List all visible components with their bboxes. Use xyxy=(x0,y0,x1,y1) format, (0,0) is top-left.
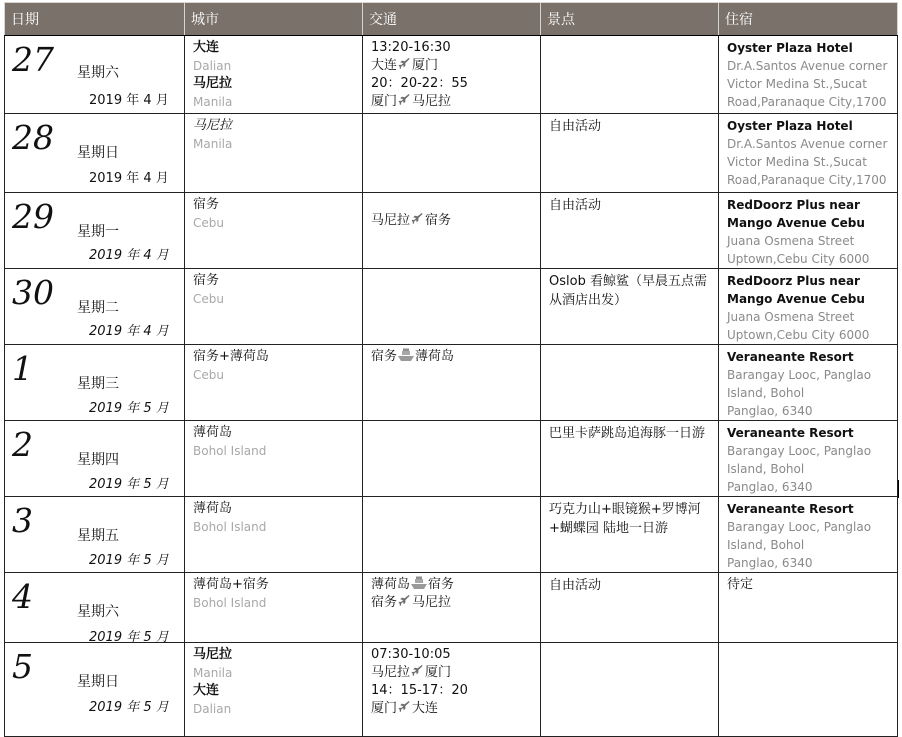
weekday: 星期四 xyxy=(77,452,119,468)
hotel-address-line: Barangay Looc, Panglao xyxy=(727,444,872,458)
header-city: 城市 xyxy=(185,3,363,36)
itinerary-table xyxy=(4,2,898,737)
hotel-address-line: Barangay Looc, Panglao xyxy=(727,368,872,382)
transport-cell xyxy=(363,114,541,193)
transport-from: 宿务 xyxy=(371,349,398,364)
hotel-address-line: Dr.A.Santos Avenue corner xyxy=(727,59,888,73)
city-name-en: Cebu xyxy=(193,292,224,306)
attraction-cell xyxy=(541,193,719,269)
transport-line xyxy=(371,664,534,682)
header-attraction: 景点 xyxy=(541,3,719,36)
transport-to: 厦门 xyxy=(425,665,452,680)
itinerary-row xyxy=(5,643,898,737)
hotel-address-line: Uptown,Cebu City 6000 xyxy=(727,252,870,266)
header-date: 日期 xyxy=(5,3,185,36)
year-month: 2019 年 5 月 xyxy=(89,477,169,492)
itinerary-row xyxy=(5,573,898,643)
transport-cell xyxy=(363,573,541,643)
hotel-address-line: Dr.A.Santos Avenue corner xyxy=(727,137,888,151)
city-cell xyxy=(185,269,363,345)
transport-cell xyxy=(363,421,541,497)
flight-time: 13:20-16:30 xyxy=(371,40,451,55)
city-cell xyxy=(185,36,363,114)
city-cell xyxy=(185,421,363,497)
airplane-icon xyxy=(410,665,425,680)
transport-line xyxy=(371,57,534,75)
attraction-cell xyxy=(541,36,719,114)
transport-to: 厦门 xyxy=(412,58,439,73)
year-month: 2019 年 4 月 xyxy=(89,93,169,108)
attraction-cell xyxy=(541,345,719,421)
year-month: 2019 年 5 月 xyxy=(89,700,169,715)
ferry-icon xyxy=(410,577,428,592)
hotel-address-line: Juana Osmena Street xyxy=(727,234,855,248)
attraction-cell xyxy=(541,114,719,193)
attraction-text: 自由活动 xyxy=(549,198,602,213)
date-cell xyxy=(5,193,185,269)
city-cell xyxy=(185,643,363,737)
airplane-icon xyxy=(397,94,412,109)
date-cell xyxy=(5,36,185,114)
transport-line xyxy=(371,646,534,664)
transport-from: 马尼拉 xyxy=(371,665,411,680)
city-name-en: Dalian xyxy=(193,59,232,73)
attraction-text: 巧克力山+眼镜猴+罗博河+蝴蝶园 陆地一日游 xyxy=(549,502,701,536)
day-number: 30 xyxy=(12,273,54,312)
hotel-cell xyxy=(719,573,898,643)
transport-cell xyxy=(363,497,541,573)
city-name-cn: 薄荷岛 xyxy=(193,501,233,516)
airplane-icon xyxy=(397,595,412,610)
year-month: 2019 年 4 月 xyxy=(89,324,169,339)
transport-to: 马尼拉 xyxy=(412,595,452,610)
weekday: 星期日 xyxy=(77,674,119,690)
airplane-icon xyxy=(397,701,412,716)
transport-cell xyxy=(363,643,541,737)
hotel-name: Veraneante Resort xyxy=(727,426,854,440)
weekday: 星期六 xyxy=(77,65,119,81)
transport-cell xyxy=(363,36,541,114)
hotel-name: RedDoorz Plus near xyxy=(727,274,860,288)
hotel-address-line: Island, Bohol xyxy=(727,386,805,400)
itinerary-row xyxy=(5,269,898,345)
hotel-name: Veraneante Resort xyxy=(727,502,854,516)
attraction-text: 自由活动 xyxy=(549,119,602,134)
hotel-address-line: Panglao, 6340 xyxy=(727,556,813,570)
attraction-cell xyxy=(541,643,719,737)
city-name-en: Bohol Island xyxy=(193,520,267,534)
hotel-address-line: Victor Medina St.,Sucat xyxy=(727,77,867,91)
day-number: 28 xyxy=(12,118,54,157)
day-number: 4 xyxy=(12,577,33,616)
transport-line xyxy=(371,594,534,612)
city-name-en: Cebu xyxy=(193,216,224,230)
transport-line xyxy=(371,700,534,718)
transport-line xyxy=(371,576,534,594)
hotel-name: Mango Avenue Cebu xyxy=(727,216,865,230)
date-cell xyxy=(5,114,185,193)
weekday: 星期一 xyxy=(77,224,119,240)
city-name-cn: 薄荷岛+宿务 xyxy=(193,577,269,592)
hotel-address-line: Panglao, 6340 xyxy=(727,480,813,494)
hotel-cell xyxy=(719,36,898,114)
year-month: 2019 年 4 月 xyxy=(89,171,169,186)
weekday: 星期日 xyxy=(77,145,119,161)
city-cell xyxy=(185,193,363,269)
airplane-icon xyxy=(397,58,412,73)
attraction-cell xyxy=(541,269,719,345)
transport-to: 薄荷岛 xyxy=(415,349,455,364)
attraction-text: 巴里卡萨跳岛追海豚一日游 xyxy=(549,426,706,441)
hotel-address-line: Road,Paranaque City,1700 xyxy=(727,95,887,109)
attraction-cell xyxy=(541,421,719,497)
transport-from: 马尼拉 xyxy=(371,213,411,228)
city-name-en: Bohol Island xyxy=(193,596,267,610)
hotel-pending: 待定 xyxy=(727,577,754,592)
hotel-cell xyxy=(719,497,898,573)
hotel-cell xyxy=(719,193,898,269)
itinerary-body xyxy=(5,36,898,737)
city-name-en: Dalian xyxy=(193,702,232,716)
hotel-address-line: Uptown,Cebu City 6000 xyxy=(727,328,870,342)
city-name-en: Manila xyxy=(193,137,233,151)
city-name-cn: 马尼拉 xyxy=(193,647,233,662)
city-name-en: Manila xyxy=(193,95,233,109)
itinerary-row xyxy=(5,36,898,114)
transport-line xyxy=(371,348,534,366)
transport-to: 宿务 xyxy=(425,213,452,228)
hotel-name: Veraneante Resort xyxy=(727,350,854,364)
hotel-cell xyxy=(719,269,898,345)
attraction-text: Oslob 看鲸鲨（早晨五点需从酒店出发） xyxy=(549,274,707,308)
header-row xyxy=(5,3,898,36)
transport-from: 大连 xyxy=(371,58,398,73)
transport-line xyxy=(371,682,534,700)
hotel-address-line: Island, Bohol xyxy=(727,538,805,552)
day-number: 5 xyxy=(12,647,33,686)
hotel-name: Oyster Plaza Hotel xyxy=(727,41,853,55)
city-name-cn: 宿务+薄荷岛 xyxy=(193,349,269,364)
transport-cell xyxy=(363,193,541,269)
city-name-cn: 大连 xyxy=(193,40,220,55)
transport-from: 厦门 xyxy=(371,701,398,716)
transport-from: 薄荷岛 xyxy=(371,577,411,592)
date-cell xyxy=(5,345,185,421)
transport-line xyxy=(371,93,534,111)
city-cell xyxy=(185,345,363,421)
city-cell xyxy=(185,114,363,193)
attraction-cell xyxy=(541,497,719,573)
city-cell xyxy=(185,573,363,643)
itinerary-row xyxy=(5,421,898,497)
hotel-cell xyxy=(719,345,898,421)
itinerary-row xyxy=(5,193,898,269)
city-name-cn: 马尼拉 xyxy=(193,76,233,91)
transport-to: 宿务 xyxy=(428,577,455,592)
hotel-address-line: Victor Medina St.,Sucat xyxy=(727,155,867,169)
city-name-cn: 薄荷岛 xyxy=(193,425,233,440)
city-name-en: Manila xyxy=(193,666,233,680)
transport-line xyxy=(371,39,534,57)
date-cell xyxy=(5,573,185,643)
year-month: 2019 年 5 月 xyxy=(89,630,169,645)
day-number: 27 xyxy=(12,40,54,79)
hotel-address-line: Island, Bohol xyxy=(727,462,805,476)
date-cell xyxy=(5,421,185,497)
hotel-address-line: Panglao, 6340 xyxy=(727,404,813,418)
hotel-cell xyxy=(719,643,898,737)
city-name-en: Cebu xyxy=(193,368,224,382)
weekday: 星期五 xyxy=(77,528,119,544)
itinerary-table-wrapper xyxy=(4,2,897,737)
day-number: 29 xyxy=(12,197,54,236)
hotel-name: Oyster Plaza Hotel xyxy=(727,119,853,133)
transport-to: 大连 xyxy=(412,701,439,716)
date-cell xyxy=(5,269,185,345)
day-number: 2 xyxy=(12,425,33,464)
header-hotel: 住宿 xyxy=(719,3,898,36)
city-name-cn: 宿务 xyxy=(193,197,220,212)
attraction-cell xyxy=(541,573,719,643)
transport-line xyxy=(371,212,534,230)
year-month: 2019 年 4 月 xyxy=(89,248,169,263)
attraction-text: 自由活动 xyxy=(549,578,602,593)
flight-time: 20：20-22：55 xyxy=(371,76,468,91)
header-transport: 交通 xyxy=(363,3,541,36)
ferry-icon xyxy=(397,349,415,364)
hotel-address-line: Barangay Looc, Panglao xyxy=(727,520,872,534)
hotel-cell xyxy=(719,421,898,497)
flight-time: 07:30-10:05 xyxy=(371,647,451,662)
hotel-name: Mango Avenue Cebu xyxy=(727,292,865,306)
date-cell xyxy=(5,497,185,573)
city-name-cn: 大连 xyxy=(193,683,220,698)
itinerary-row xyxy=(5,114,898,193)
transport-to: 马尼拉 xyxy=(412,94,452,109)
hotel-address-line: Road,Paranaque City,1700 xyxy=(727,173,887,187)
weekday: 星期三 xyxy=(77,376,119,392)
year-month: 2019 年 5 月 xyxy=(89,553,169,568)
hotel-cell xyxy=(719,114,898,193)
day-number: 3 xyxy=(12,501,33,540)
transport-line xyxy=(371,75,534,93)
transport-cell xyxy=(363,345,541,421)
city-name-cn: 马尼拉 xyxy=(193,118,233,133)
airplane-icon xyxy=(410,213,425,228)
city-name-cn: 宿务 xyxy=(193,273,220,288)
transport-cell xyxy=(363,269,541,345)
text-cursor-mark xyxy=(898,480,899,498)
city-cell xyxy=(185,497,363,573)
itinerary-row xyxy=(5,345,898,421)
transport-from: 宿务 xyxy=(371,595,398,610)
weekday: 星期六 xyxy=(77,604,119,620)
date-cell xyxy=(5,643,185,737)
flight-time: 14：15-17：20 xyxy=(371,683,468,698)
weekday: 星期二 xyxy=(77,300,119,316)
hotel-name: RedDoorz Plus near xyxy=(727,198,860,212)
year-month: 2019 年 5 月 xyxy=(89,401,169,416)
itinerary-row xyxy=(5,497,898,573)
transport-from: 厦门 xyxy=(371,94,398,109)
day-number: 1 xyxy=(12,349,33,388)
city-name-en: Bohol Island xyxy=(193,444,267,458)
hotel-address-line: Juana Osmena Street xyxy=(727,310,855,324)
